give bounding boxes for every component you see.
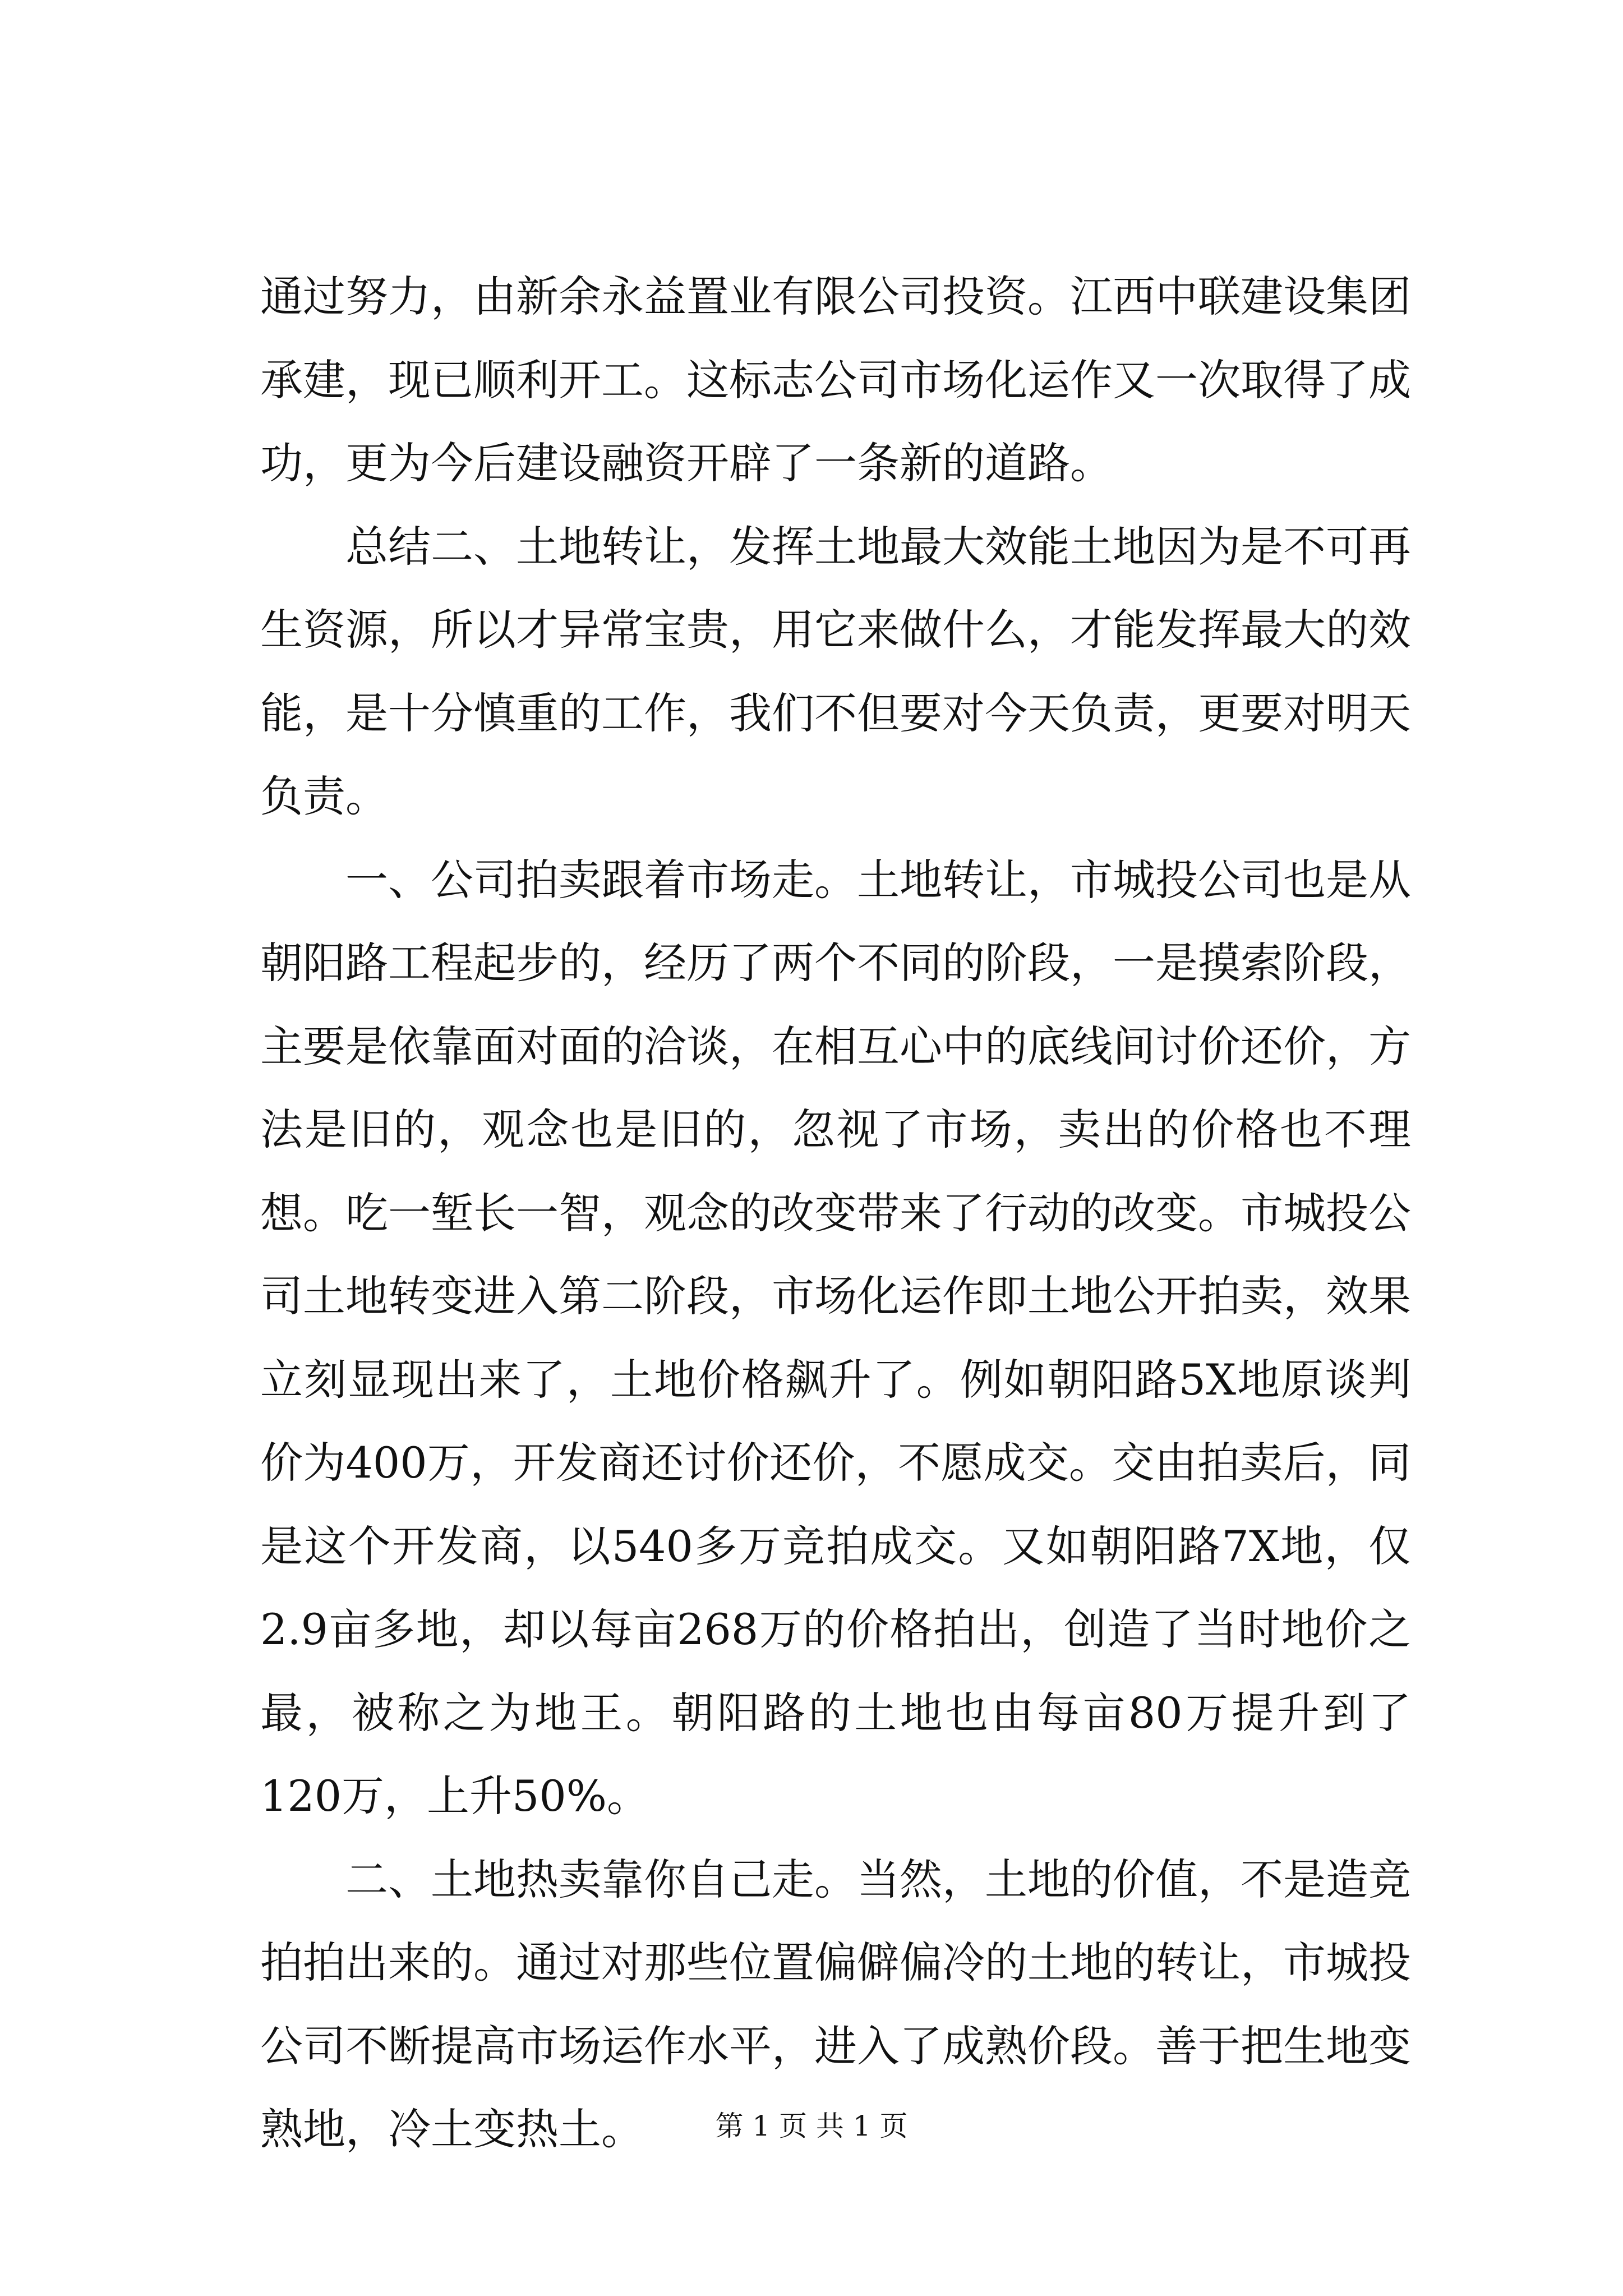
document-body	[260, 255, 1411, 2171]
paragraph-2: 总结二、土地转让，发挥土地最大效能土地因为是不可再生资源，所以才异常宝贵，用它来做什么，才能发挥最大的效能，是十分慎重的工作，我们不但要对今天负责，更要对明天负责。	[260, 521, 1411, 821]
page-footer	[0, 2109, 1623, 2143]
paragraph-3: 一、公司拍卖跟着市场走。土地转让，市城投公司也是从朝阳路工程起步的，经历了两个不同的阶段，一是摸索阶段，主要是依靠面对面的洽谈，在相互心中的底线间讨价还价，方法是旧的，观念也是旧的，忽视了市场，卖出的价格也不理想。吃一堑长一智，观念的改变带来了行动的改变。市城投公司土地转变进入第二阶段，市场化运作即土地公开拍卖，效果立刻显现出来了，土地价格飙升了。例如朝阳路5X地原谈判价为400万，开发商还讨价还价，不愿成交。交由拍卖后，同是这个开发商，以540多万竞拍成交。又如朝阳路7X地，仅2.9亩多地，却以每亩268万的价格拍出，创造了当时地价之最，被称之为地王。朝阳路的土地也由每亩80万提升到了120万，上升50%。	[260, 854, 1411, 1821]
paragraph-4: 二、土地热卖靠你自己走。当然，土地的价值，不是造竞拍拍出来的。通过对那些位置偏僻偏冷的土地的转让，市城投公司不断提高市场运作水平，进入了成熟价段。善于把生地变熟地，冷土变热土。	[260, 1854, 1411, 2154]
page-number-label: 第 1 页 共 1 页	[715, 2110, 908, 2142]
paragraph-1: 通过努力，由新余永益置业有限公司投资。江西中联建设集团承建，现已顺利开工。这标志公司市场化运作又一次取得了成功，更为今后建设融资开辟了一条新的道路。	[260, 272, 1411, 488]
